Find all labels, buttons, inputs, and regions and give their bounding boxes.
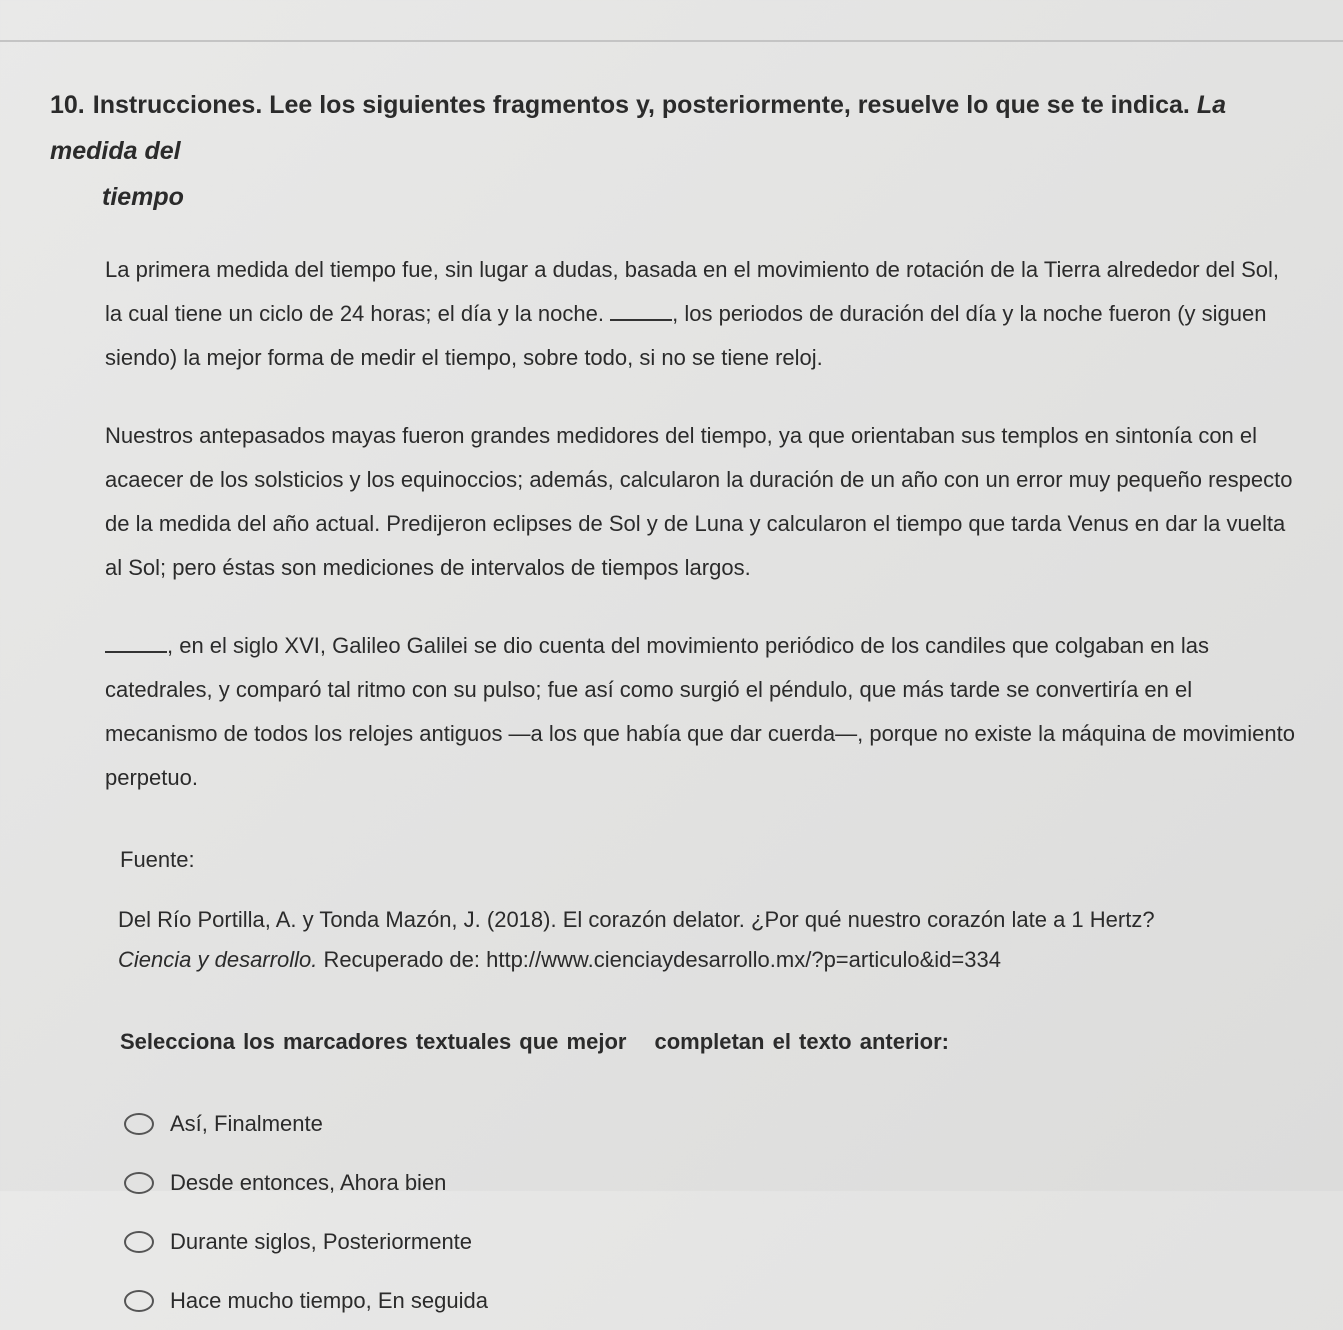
paragraph-3-after-blank: , en el siglo XVI, Galileo Galilei se dio cuenta del movimiento periódico de los candiles que colgaban en las catedrales, y comparó tal ritmo con su pulso; fue así como surgió el péndulo, que más tarde se convertiría en el mecanismo de todos los relojes antiguos —a los que había que dar cuerda—, porque no existe la máquina de movimiento perpetuo.: [105, 633, 1295, 790]
paragraph-3: [50, 624, 1300, 800]
answer-option[interactable]: [124, 1212, 1300, 1271]
answer-option[interactable]: [124, 1271, 1300, 1330]
option-label[interactable]: Desde entonces, Ahora bien: [170, 1169, 447, 1195]
answer-options: [50, 1094, 1300, 1330]
option-label[interactable]: Así, Finalmente: [170, 1110, 323, 1136]
blank-1: [610, 301, 672, 321]
reading-title: La medida del: [50, 91, 1227, 165]
answer-option[interactable]: [124, 1153, 1300, 1212]
question-prompt: [50, 1022, 1300, 1062]
answer-option[interactable]: [124, 1094, 1300, 1153]
paragraph-1-before-blank: La primera medida del tiempo fue, sin lugar a dudas, basada en el movimiento de rotación de la Tierra alrededor del Sol, la cual tiene un ciclo de 24 horas; el día y la noche.: [105, 257, 1280, 326]
source-journal: Ciencia y desarrollo.: [118, 947, 318, 972]
option-label[interactable]: Durante siglos, Posteriormente: [170, 1228, 473, 1254]
instructions-text: Instrucciones. Lee los siguientes fragmentos y, posteriormente, resuelve lo que se te indica.: [92, 91, 1190, 119]
prompt-part-1: Selecciona los marcadores textuales que mejor: [120, 1029, 627, 1054]
question-block: [50, 82, 1300, 1330]
source-retrieved: Recuperado de: http://www.cienciaydesarrollo.mx/?p=articulo&id=334: [323, 947, 1001, 972]
paragraph-1: [50, 248, 1300, 380]
radio-button[interactable]: [124, 1172, 154, 1194]
radio-button[interactable]: [124, 1290, 154, 1312]
question-heading: [50, 82, 1300, 220]
radio-button[interactable]: [124, 1113, 154, 1135]
source-citation-block: [50, 900, 1300, 980]
prompt-part-2: completan el texto anterior:: [654, 1029, 949, 1054]
option-label[interactable]: Hace mucho tiempo, En seguida: [170, 1287, 488, 1313]
blank-2: [105, 633, 167, 653]
paragraph-1-after-blank: , los periodos de duración del día y la noche fueron (y siguen siendo) la mejor forma de medir el tiempo, sobre todo, si no se tiene reloj.: [105, 301, 1267, 370]
source-label: Fuente:: [120, 847, 195, 872]
top-divider: [0, 40, 1343, 42]
question-number: 10.: [50, 91, 85, 119]
source-citation: Del Río Portilla, A. y Tonda Mazón, J. (2018). El corazón delator. ¿Por qué nuestro corazón late a 1 Hertz?: [118, 907, 1155, 932]
paragraph-2: Nuestros antepasados mayas fueron grandes medidores del tiempo, ya que orientaban sus templos en sintonía con el acaecer de los solsticios y los equinoccios; además, calcularon la duración de un año con un error muy pequeño respecto de la medida del año actual. Predijeron eclipses de Sol y de Luna y calcularon el tiempo que tarda Venus en dar la vuelta al Sol; pero éstas son mediciones de intervalos de tiempos largos.: [105, 423, 1293, 580]
reading-title-continued: tiempo: [102, 183, 184, 211]
radio-button[interactable]: [124, 1231, 154, 1253]
